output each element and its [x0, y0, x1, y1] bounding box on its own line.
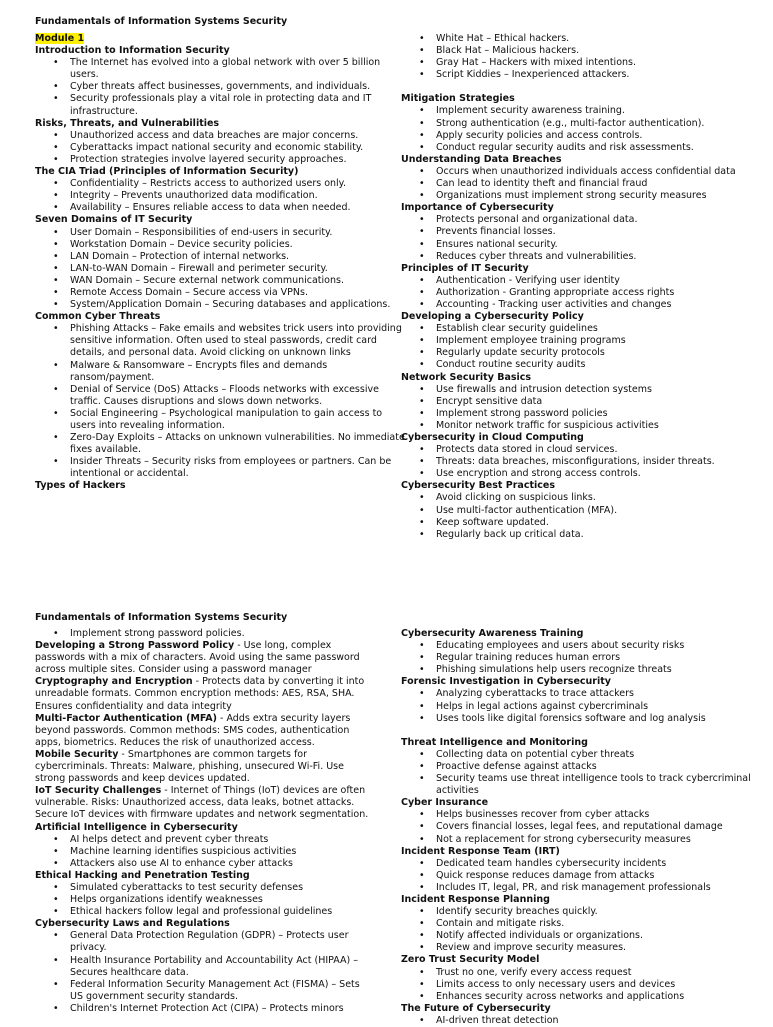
bullet-item: • Workstation Domain – Device security policies.	[70, 239, 407, 251]
section-heading: Cybersecurity Awareness Training	[401, 628, 584, 639]
bullet-item: • Protects data stored in cloud services.	[436, 444, 773, 456]
document-page-2	[0, 512, 768, 1024]
bullet-item: • White Hat – Ethical hackers.	[436, 33, 773, 45]
bullet-item: • Includes IT, legal, PR, and risk management professionals	[436, 882, 773, 894]
page2-left-column	[35, 628, 375, 1015]
bullet-item: • Contain and mitigate risks.	[436, 918, 773, 930]
bullet-item: • Implement strong password policies	[436, 408, 773, 420]
bullet-item: • Monitor network traffic for suspicious activities	[436, 420, 773, 432]
module-highlight: Module 1	[35, 33, 85, 44]
bullet-item: • Children's Internet Protection Act (CIPA) – Protects minors	[70, 1003, 375, 1015]
bullet-item: • Protection strategies involve layered security approaches.	[70, 154, 407, 166]
section-bullet-list	[35, 323, 407, 480]
section-bullet-list	[401, 858, 773, 894]
page1-left-column	[35, 33, 407, 493]
section-bullet-list	[401, 444, 773, 480]
bullet-item: • Occurs when unauthorized individuals access confidential data	[436, 166, 773, 178]
section-bullet-list	[401, 275, 773, 311]
bullet-item: • General Data Protection Regulation (GDPR) – Protects user privacy.	[70, 930, 375, 954]
bullet-item: • Trust no one, verify every access request	[436, 967, 773, 979]
page2-right-column	[401, 628, 773, 1027]
page1-right-column	[401, 33, 773, 541]
bullet-item: • Attackers also use AI to enhance cyber attacks	[70, 858, 375, 870]
bullet-item: • Quick response reduces damage from attacks	[436, 870, 773, 882]
section-heading: Common Cyber Threats	[35, 311, 161, 323]
bullet-item: • Helps in legal actions against cybercriminals	[436, 701, 773, 713]
section-heading: Risks, Threats, and Vulnerabilities	[35, 117, 220, 129]
bullet-item: • Implement strong password policies.	[70, 628, 375, 640]
section-heading: Understanding Data Breaches	[401, 153, 562, 165]
bullet-item: • Script Kiddies – Inexperienced attackers.	[436, 69, 773, 81]
section-bullet-list	[401, 323, 773, 371]
section-heading: Cybersecurity Laws and Regulations	[35, 918, 230, 930]
bullet-item: • Security professionals play a vital role in protecting data and IT infrastructure.	[70, 93, 407, 117]
definition-text: - Use long, complex passwords with a mix of characters. Avoid using the same password across multiple sites. Consider using a password manager	[35, 640, 360, 676]
section-bullet-list	[401, 809, 773, 845]
section-bullet-list	[35, 178, 407, 214]
bullet-item: • Confidentiality – Restricts access to authorized users only.	[70, 178, 407, 190]
bullet-item: • Authentication - Verifying user identity	[436, 275, 773, 287]
bullet-item: • Encrypt sensitive data	[436, 396, 773, 408]
bullet-item: • Enhances security across networks and applications	[436, 991, 773, 1003]
bullet-item: • Protects personal and organizational data.	[436, 214, 773, 226]
section-bullet-list	[401, 166, 773, 202]
definition-paragraph	[35, 785, 375, 821]
bullet-item: • System/Application Domain – Securing databases and applications.	[70, 299, 407, 311]
bullet-item: • Phishing Attacks – Fake emails and websites trick users into providing sensitive information. Often used to steal passwords, credit card details, and personal data. Avoid clicking on unknown links	[70, 323, 407, 359]
bullet-item: • Regularly update security protocols	[436, 347, 773, 359]
section-heading: Ethical Hacking and Penetration Testing	[35, 869, 250, 881]
bullet-item: • Regular training reduces human errors	[436, 652, 773, 664]
definition-paragraph	[35, 676, 375, 712]
section-bullet-list	[401, 384, 773, 432]
bullet-item: • Denial of Service (DoS) Attacks – Floods networks with excessive traffic. Causes disruptions and slows down networks.	[70, 384, 407, 408]
definition-paragraph	[35, 749, 375, 785]
password-policy-list	[35, 628, 375, 640]
section-heading: Seven Domains of IT Security	[35, 214, 193, 226]
section-bullet-list	[35, 130, 407, 166]
page2-left-sections	[35, 822, 375, 1016]
bullet-item: • Apply security policies and access controls.	[436, 130, 773, 142]
bullet-item: • Insider Threats – Security risks from employees or partners. Can be intentional or accidental.	[70, 456, 407, 480]
hacker-types-list	[401, 33, 773, 81]
bullet-item: • Gray Hat – Hackers with mixed intentions.	[436, 57, 773, 69]
bullet-item: • Ethical hackers follow legal and professional guidelines	[70, 906, 375, 918]
definition-term: Multi-Factor Authentication (MFA)	[35, 712, 217, 724]
section-bullet-list	[401, 967, 773, 1003]
section-heading: Mitigation Strategies	[401, 93, 515, 105]
section-bullet-list	[401, 214, 773, 262]
bullet-item: • The Internet has evolved into a global network with over 5 billion users.	[70, 57, 407, 81]
bullet-item: • Machine learning identifies suspicious activities	[70, 846, 375, 858]
bullet-item: • Health Insurance Portability and Accountability Act (HIPAA) – Secures healthcare data.	[70, 955, 375, 979]
bullet-item: • Establish clear security guidelines	[436, 323, 773, 335]
bullet-item: • Helps organizations identify weaknesses	[70, 894, 375, 906]
section-bullet-list	[35, 57, 407, 117]
section-heading: The Future of Cybersecurity	[401, 1002, 551, 1014]
section-heading: Cybersecurity Best Practices	[401, 480, 555, 492]
bullet-item: • Reduces cyber threats and vulnerabilities.	[436, 251, 773, 263]
bullet-item: • Analyzing cyberattacks to trace attackers	[436, 688, 773, 700]
section-heading: Cybersecurity in Cloud Computing	[401, 432, 584, 443]
definition-text: - Protects data by converting it into unreadable formats. Common encryption methods: AES, RSA, SHA. Ensures confidentiality and data integrity	[35, 676, 365, 712]
bullet-item: • Simulated cyberattacks to test security defenses	[70, 882, 375, 894]
bullet-item: • Unauthorized access and data breaches are major concerns.	[70, 130, 407, 142]
section-heading: Developing a Cybersecurity Policy	[401, 311, 584, 323]
bullet-item: • Regularly back up critical data.	[436, 529, 773, 541]
document-title-page2: Fundamentals of Information Systems Security	[35, 612, 288, 623]
bullet-item: • Cyberattacks impact national security and economic stability.	[70, 142, 407, 154]
section-heading: Network Security Basics	[401, 371, 532, 383]
bullet-item: • Federal Information Security Management Act (FISMA) – Sets US government security standards.	[70, 979, 375, 1003]
bullet-item: • Availability – Ensures reliable access to data when needed.	[70, 202, 407, 214]
bullet-item: • Educating employees and users about security risks	[436, 640, 773, 652]
bullet-item: • LAN Domain – Protection of internal networks.	[70, 251, 407, 263]
definition-text: - Smartphones are common targets for cybercriminals. Threats: Malware, phishing, unsecured Wi-Fi. Use strong passwords and keep devices updated.	[35, 748, 344, 785]
bullet-item: • LAN-to-WAN Domain – Firewall and perimeter security.	[70, 263, 407, 275]
bullet-item: • Malware & Ransomware – Encrypts files and demands ransom/payment.	[70, 360, 407, 384]
section-heading: Principles of IT Security	[401, 262, 529, 274]
section-bullet-list	[401, 749, 773, 797]
bullet-item: • Zero-Day Exploits – Attacks on unknown vulnerabilities. No immediate fixes available.	[70, 432, 407, 456]
bullet-item: • Ensures national security.	[436, 239, 773, 251]
definition-text: - Adds extra security layers beyond passwords. Common methods: SMS codes, authentication apps, biometrics. Reduces the risk of unauthorized access.	[35, 712, 351, 748]
bullet-item: • Limits access to only necessary users and devices	[436, 979, 773, 991]
section-heading: Cyber Insurance	[401, 797, 489, 809]
bullet-item: • Threats: data breaches, misconfigurations, insider threats.	[436, 456, 773, 468]
section-bullet-list	[35, 227, 407, 312]
bullet-item: • Security teams use threat intelligence tools to track cybercriminal activities	[436, 773, 773, 797]
bullet-item: • Integrity – Prevents unauthorized data modification.	[70, 190, 407, 202]
section-heading: Incident Response Planning	[401, 893, 550, 905]
bullet-item: • Keep software updated.	[436, 517, 773, 529]
bullet-item: • Not a replacement for strong cybersecurity measures	[436, 834, 773, 846]
bullet-item: • Strong authentication (e.g., multi-factor authentication).	[436, 118, 773, 130]
definition-term: IoT Security Challenges	[35, 785, 162, 797]
module-label	[35, 33, 407, 45]
bullet-item: • Helps businesses recover from cyber attacks	[436, 809, 773, 821]
section-bullet-list	[401, 105, 773, 153]
bullet-item: • Use firewalls and intrusion detection systems	[436, 384, 773, 396]
bullet-item: • Black Hat – Malicious hackers.	[436, 45, 773, 57]
bullet-item: • Identify security breaches quickly.	[436, 906, 773, 918]
bullet-item: • User Domain – Responsibilities of end-users in security.	[70, 227, 407, 239]
bullet-item: • Covers financial losses, legal fees, and reputational damage	[436, 821, 773, 833]
section-heading: The CIA Triad (Principles of Information Security)	[35, 166, 299, 178]
section-bullet-list	[401, 1015, 773, 1027]
bullet-item: • Uses tools like digital forensics software and log analysis	[436, 713, 773, 725]
section-bullet-list	[35, 930, 375, 1015]
definition-paragraph	[35, 713, 375, 749]
bullet-item: • Organizations must implement strong security measures	[436, 190, 773, 202]
bullet-item: • Review and improve security measures.	[436, 942, 773, 954]
bullet-item: • Dedicated team handles cybersecurity incidents	[436, 858, 773, 870]
section-heading: Types of Hackers	[35, 480, 126, 492]
bullet-item: • Implement security awareness training.	[436, 105, 773, 117]
section-heading: Zero Trust Security Model	[401, 954, 540, 966]
document-title: Fundamentals of Information Systems Security	[35, 16, 288, 27]
bullet-item: • Proactive defense against attacks	[436, 761, 773, 773]
section-heading: Introduction to Information Security	[35, 45, 230, 57]
section-heading: Artificial Intelligence in Cybersecurity	[35, 821, 238, 833]
bullet-item: • Conduct regular security audits and risk assessments.	[436, 142, 773, 154]
section-bullet-list	[35, 834, 375, 870]
bullet-item: • Use encryption and strong access controls.	[436, 468, 773, 480]
bullet-item: • Conduct routine security audits	[436, 359, 773, 371]
section-bullet-list	[401, 640, 773, 676]
bullet-item: • Phishing simulations help users recognize threats	[436, 664, 773, 676]
bullet-item: • Authorization - Granting appropriate access rights	[436, 287, 773, 299]
section-bullet-list	[401, 906, 773, 954]
bullet-item: • Cyber threats affect businesses, governments, and individuals.	[70, 81, 407, 93]
page2-right-sections	[401, 628, 773, 1027]
page1-left-sections	[35, 45, 407, 492]
section-bullet-list	[35, 882, 375, 918]
page1-right-sections	[401, 93, 773, 540]
bullet-item: • WAN Domain – Secure external network communications.	[70, 275, 407, 287]
definition-text: - Internet of Things (IoT) devices are often vulnerable. Risks: Unauthorized access, data leaks, botnet attacks. Secure IoT devices with firmware updates and network segmentation.	[35, 785, 369, 821]
bullet-item: • Accounting - Tracking user activities and changes	[436, 299, 773, 311]
definition-term: Developing a Strong Password Policy	[35, 640, 235, 652]
section-heading: Importance of Cybersecurity	[401, 202, 554, 214]
section-heading: Incident Response Team (IRT)	[401, 845, 560, 857]
bullet-item: • Remote Access Domain – Secure access via VPNs.	[70, 287, 407, 299]
bullet-item: • Social Engineering – Psychological manipulation to gain access to users into revealing information.	[70, 408, 407, 432]
section-bullet-list	[401, 688, 773, 724]
definition-term: Mobile Security	[35, 748, 119, 760]
bullet-item: • AI-driven threat detection	[436, 1015, 773, 1027]
definition-paragraph	[35, 640, 375, 676]
bullet-item: • Prevents financial losses.	[436, 226, 773, 238]
bullet-item: • Implement employee training programs	[436, 335, 773, 347]
bullet-item: • Can lead to identity theft and financial fraud	[436, 178, 773, 190]
section-heading: Forensic Investigation in Cybersecurity	[401, 676, 611, 688]
bullet-item: • Notify affected individuals or organizations.	[436, 930, 773, 942]
bullet-item: • Use multi-factor authentication (MFA).	[436, 505, 773, 517]
section-heading: Threat Intelligence and Monitoring	[401, 736, 588, 748]
bullet-item: • Avoid clicking on suspicious links.	[436, 492, 773, 504]
bullet-item: • AI helps detect and prevent cyber threats	[70, 834, 375, 846]
page2-paragraphs	[35, 640, 375, 821]
definition-term: Cryptography and Encryption	[35, 676, 193, 688]
bullet-item: • Collecting data on potential cyber threats	[436, 749, 773, 761]
